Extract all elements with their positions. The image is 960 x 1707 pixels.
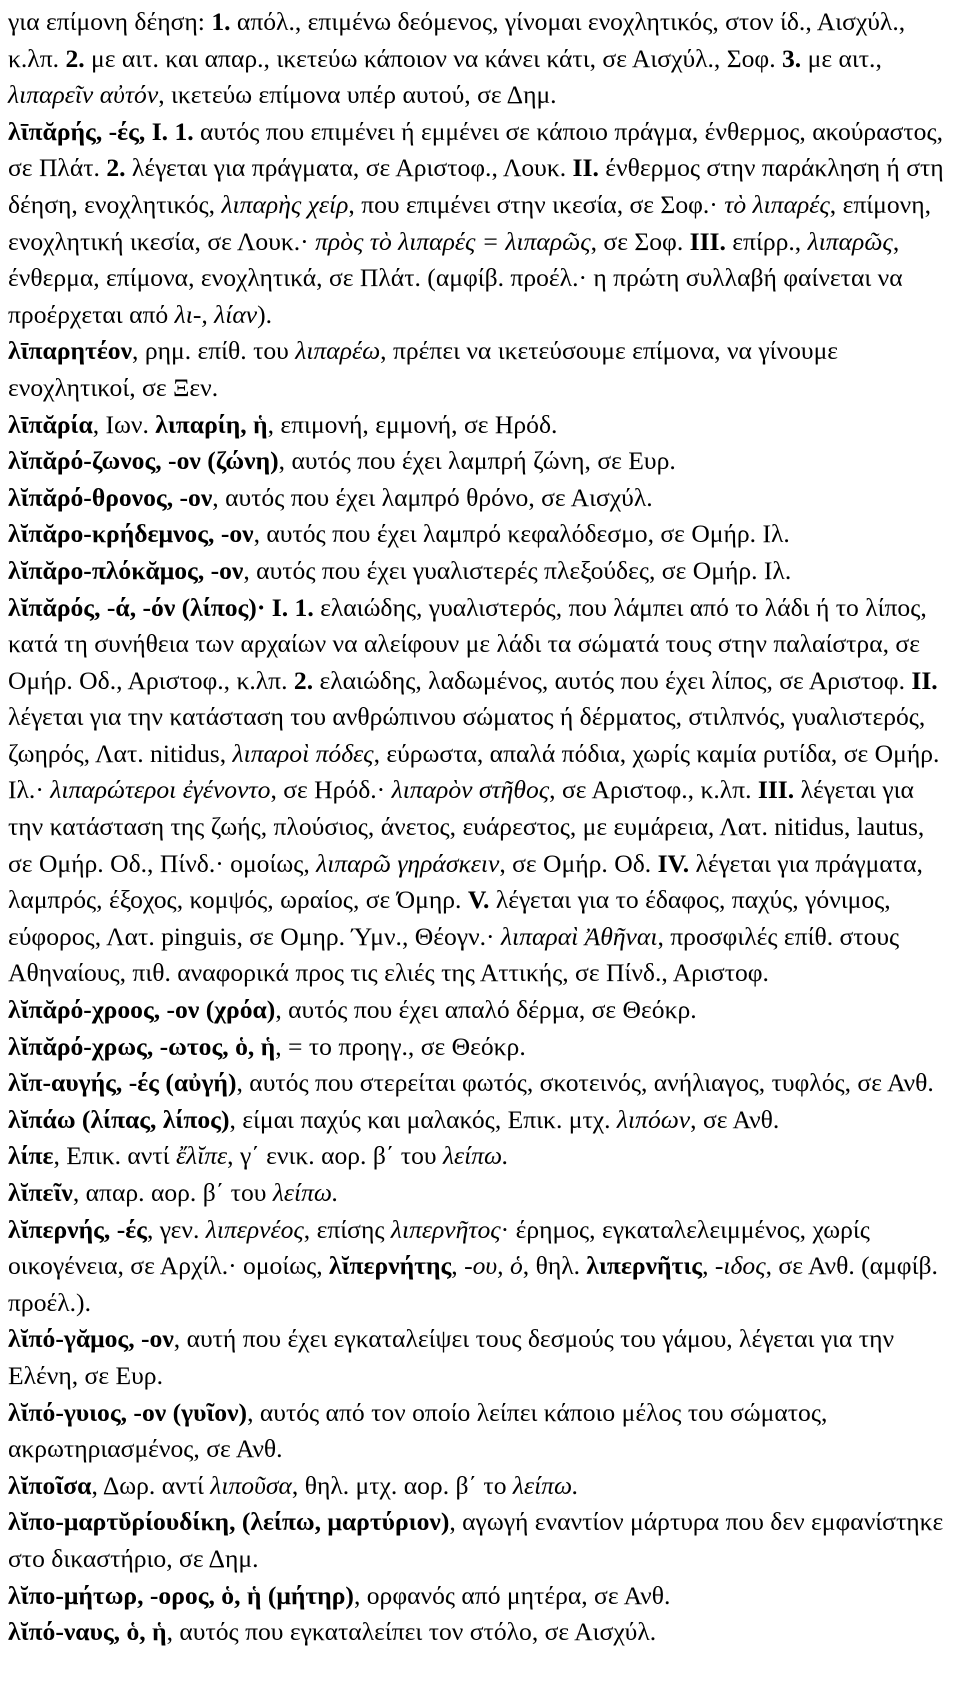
italic-text: λιπαρὴς χείρ (221, 189, 349, 219)
entry-text: λέγεται για την κατάσταση του ανθρώπινου σώματος ή δέρματος, στιλπνός, γυαλιστερός, ζωηρός, Λατ. nitidus, (8, 702, 926, 768)
italic-text: λιπαροὶ πόδες (232, 738, 374, 768)
headword-text: 2. (293, 665, 314, 695)
entry-text: , σε Αριστοφ., κ.λπ. (549, 775, 758, 805)
dictionary-entry (8, 4, 946, 114)
italic-text: λιποῦσα (210, 1470, 292, 1500)
dictionary-entry (8, 333, 946, 406)
dictionary-entry (8, 516, 946, 553)
entry-text: λέγεται για πράγματα, λαμπρός, έξοχος, κομψός, ωραίος, σε Όμηρ. (8, 848, 923, 915)
entry-text: , ικετεύω επίμονα υπέρ αυτού, σε Δημ. (158, 80, 557, 110)
dictionary-entry (8, 1321, 946, 1394)
dictionary-entry (8, 443, 946, 480)
headword-text: λῐπερνής, -ές (8, 1214, 147, 1244)
entry-text: , θηλ. μτχ. αορ. β΄ το (291, 1470, 513, 1500)
dictionary-entry (8, 553, 946, 590)
headword-text: λῐπάω (λίπας, λίπος) (8, 1104, 230, 1134)
headword-text: III. (757, 775, 795, 805)
entry-text: , Επικ. αντί (53, 1141, 176, 1171)
entry-text: , σε Ανθ. (690, 1104, 780, 1134)
headword-text: IV. (657, 848, 690, 878)
headword-text: λῐπᾰρό-ζωνος, -ον (ζώνη) (8, 446, 279, 476)
entry-text: , αυτή που έχει εγκαταλείψει τους δεσμούς του γάμου, λέγεται για την Ελένη, σε Ευρ. (8, 1324, 895, 1390)
italic-text: λιπαρῶ γηράσκειν (316, 848, 500, 878)
entry-text: , = το προηγ., σε Θεόκρ. (275, 1031, 526, 1061)
entry-text: ). (257, 299, 273, 329)
headword-text: 2. (65, 43, 85, 73)
headword-text: λῐπ-αυγής, -ές (αὐγή) (8, 1068, 237, 1098)
italic-text: λιπαρεῖν αὐτόν (8, 80, 159, 110)
entry-text: , αυτός που έχει λαμπρό κεφαλόδεσμο, σε Ομήρ. Ιλ. (253, 519, 790, 549)
headword-text: λῑπᾰρής, -ές, I. 1. (8, 116, 194, 146)
headword-text: λῐπᾰρό-χροος, -ον (χρόα) (8, 995, 276, 1025)
entry-text: λέγεται για το έδαφος, παχύς, γόνιμος, εύφορος, Λατ. pinguis, σε Ομηρ. Ύμν., Θέογν.· (8, 885, 891, 951)
entry-text: , αυτός που έχει απαλό δέρμα, σε Θεόκρ. (275, 995, 697, 1025)
entry-text: ελαιώδης, λαδωμένος, αυτός που έχει λίπος, σε Αριστοφ. (313, 665, 912, 695)
entry-text: , γεν. (146, 1214, 206, 1244)
entry-text: με αιτ. και απαρ., ικετεύω κάποιον να κάνει κάτι, σε Αισχύλ., Σοφ. (84, 43, 782, 73)
headword-text: λῐπᾰρό-χρως, -ωτος, ὁ, ἡ (8, 1031, 276, 1061)
dictionary-entry (8, 407, 946, 444)
entry-text: αυτός που επιμένει ή εμμένει σε κάποιο πράγμα, ένθερμος, ακούραστος, σε Πλάτ. (8, 116, 944, 183)
entry-text: , ορφανός από μητέρα, σε Ανθ. (353, 1580, 671, 1610)
entry-text: , επιμονή, εμμονή, σε Ηρόδ. (267, 409, 558, 439)
entry-text: , αυτός από τον οποίο λείπει κάποιο μέλος του σώματος, ακρωτηριασμένος, σε Ανθ. (8, 1397, 828, 1464)
italic-text: λείπω. (272, 1178, 339, 1207)
headword-text: λῐπᾰρο-κρήδεμνος, -ον (8, 519, 254, 549)
entry-text: απόλ., επιμένω δεόμενος, γίνομαι ενοχλητικός, στον ίδ., Αισχύλ., κ.λπ. (8, 7, 906, 73)
dictionary-entry (8, 480, 946, 517)
dictionary-entry (8, 1212, 946, 1322)
italic-text: λι-, λίαν (174, 299, 258, 329)
entry-text: , σε Σοφ. (590, 226, 690, 256)
italic-text: λείπω. (512, 1470, 579, 1500)
headword-text: λῑπαρητέον (8, 336, 133, 366)
italic-text: λιπαρῶς (807, 226, 893, 256)
dictionary-entry (8, 1029, 946, 1066)
italic-text: -ου, ὁ (464, 1251, 523, 1281)
dictionary-entry (8, 1175, 946, 1212)
dictionary-entry (8, 1614, 946, 1651)
entry-text: , γ΄ ενικ. αορ. β΄ του (227, 1141, 443, 1171)
dictionary-entry (8, 1138, 946, 1175)
entry-text: , που επιμένει στην ικεσία, σε Σοφ.· (348, 189, 725, 219)
headword-text: λῑπᾰρία (8, 409, 93, 439)
entry-text: , αυτός που έχει λαμπρή ζώνη, σε Ευρ. (278, 446, 676, 476)
entry-text: ελαιώδης, γυαλιστερός, που λάμπει από το λάδι ή το λίπος, κατά τη συνήθεια των αρχαίων να αλείφουν με λάδι τα σώματά τους στην παλαίστρα, σε Ομήρ. Οδ., Αριστοφ., κ.λπ. (8, 592, 927, 695)
entry-text: , Δωρ. αντί (91, 1470, 211, 1500)
headword-text: λιπερνῆτις (586, 1251, 703, 1281)
dictionary-entry (8, 1578, 946, 1615)
entry-text: λέγεται για την κατάσταση της ζωής, πλούσιος, άνετος, ευάρεστος, με ευμάρεια, Λατ. nitidus, lautus, σε Ομήρ. Οδ., Πίνδ.· ομοίως, (8, 775, 925, 878)
italic-text: λιπαρώτεροι ἐγένοντο (50, 775, 271, 805)
entry-text: , ένθερμα, επίμονα, ενοχλητικά, σε Πλάτ. (αμφίβ. προέλ.· η πρώτη συλλαβή φαίνεται να προέρχεται από (8, 226, 903, 329)
italic-text: ἔλῐπε (175, 1141, 228, 1171)
italic-text: λιπαρέω (295, 336, 381, 366)
headword-text: λίπε (8, 1141, 54, 1171)
dictionary-entry (8, 1504, 946, 1577)
entry-text: λέγεται για πράγματα, σε Αριστοφ., Λουκ. (125, 153, 573, 183)
entry-text: , θηλ. (522, 1251, 587, 1281)
headword-text: 1. (211, 7, 231, 36)
entry-text: , σε Ηρόδ.· (270, 775, 392, 805)
dictionary-entry (8, 590, 946, 993)
entry-text: με αιτ., (801, 43, 882, 73)
headword-text: λῐπᾰρό-θρονος, -ον (8, 482, 213, 512)
entry-text: , σε Ομήρ. Οδ. (499, 848, 658, 878)
headword-text: λῐπᾰρός, -ά, -όν (λίπος)· I. 1. (8, 592, 314, 622)
entry-text: , αυτός που έχει λαμπρό θρόνο, σε Αισχύλ. (212, 482, 653, 512)
entry-text: , αυτός που εγκαταλείπει τον στόλο, σε Αισχύλ. (166, 1617, 657, 1647)
headword-text: λῐπό-γυιος, -ον (γυῖον) (8, 1397, 248, 1427)
entry-text: ένθερμος στην παράκληση ή στη δέηση, ενοχλητικός, (8, 153, 944, 219)
headword-text: λῐπό-ναυς, ὁ, ἡ (8, 1617, 167, 1647)
headword-text: 3. (782, 43, 802, 73)
entry-text: επίρρ., (725, 226, 808, 256)
entry-text: , αυτός που στερείται φωτός, σκοτεινός, ανήλιαγος, τυφλός, σε Ανθ. (236, 1068, 934, 1098)
headword-text: λῐπᾰρο-πλόκᾰμος, -ον (8, 555, 244, 585)
headword-text: λῐπο-μαρτῠρίουδίκη, (λείπω, μαρτύριον) (8, 1507, 450, 1537)
italic-text: λείπω. (442, 1141, 509, 1171)
dictionary-entry (8, 992, 946, 1029)
entry-text: , επίσης (303, 1214, 391, 1244)
entry-text: , πρέπει να ικετεύσουμε επίμονα, να γίνουμε ενοχλητικοί, σε Ξεν. (8, 336, 839, 402)
entry-text: , επίμονη, ενοχλητική ικεσία, σε Λουκ.· (8, 189, 932, 256)
headword-text: λῐπεῖν (8, 1178, 73, 1207)
italic-text: -ιδος (714, 1251, 766, 1281)
italic-text: λιπερνέος (205, 1214, 304, 1244)
headword-text: II. (572, 153, 599, 183)
italic-text: λιπερνῆτος (390, 1214, 501, 1244)
dictionary-entry (8, 1395, 946, 1468)
headword-text: III. (689, 226, 726, 256)
headword-text: λῐποῖσα (8, 1470, 92, 1500)
dictionary-entry (8, 114, 946, 334)
entry-text: , σε Ανθ. (αμφίβ. προέλ.). (8, 1251, 938, 1317)
headword-text: λιπαρίη, ἡ (155, 409, 268, 439)
italic-text: λιπόων (616, 1104, 691, 1134)
entry-text: , Ιων. (92, 409, 156, 439)
entry-text: , είμαι παχύς και μαλακός, Επικ. μτχ. (229, 1104, 617, 1134)
italic-text: πρὸς τὸ λιπαρές = λιπαρῶς (315, 226, 591, 256)
entry-text: , προσφιλές επίθ. στους Αθηναίους, πιθ. αναφορικά προς τις ελιές της Αττικής, σε Πίνδ., Αριστοφ. (8, 921, 900, 988)
entry-text: · έρημος, εγκαταλελειμμένος, χωρίς οικογένεια, σε Αρχίλ.· ομοίως, (8, 1214, 870, 1281)
entry-text: , ρημ. επίθ. του (132, 336, 296, 366)
headword-text: II. (911, 665, 938, 695)
entry-text: , (702, 1251, 715, 1281)
italic-text: λιπαρὸν στῆθος (391, 775, 550, 805)
entry-text: για επίμονη δέηση: (8, 7, 212, 36)
dictionary-entry (8, 1065, 946, 1102)
entry-text: , αγωγή εναντίον μάρτυρα που δεν εμφανίστηκε στο δικαστήριο, σε Δημ. (8, 1507, 944, 1573)
headword-text: λῐπό-γᾰμος, -ον (8, 1324, 174, 1354)
headword-text: λῐπο-μήτωρ, -ορος, ὁ, ἡ (μήτηρ) (8, 1580, 354, 1610)
headword-text: 2. (106, 153, 126, 183)
dictionary-entry (8, 1102, 946, 1139)
headword-text: V. (467, 885, 490, 915)
headword-text: λῐπερνήτης (329, 1251, 452, 1281)
italic-text: λιπαραὶ Ἀθῆναι (500, 921, 658, 951)
entry-text: , απαρ. αορ. β΄ του (72, 1178, 273, 1207)
dictionary-entry (8, 1468, 946, 1505)
entry-text: , αυτός που έχει γυαλιστερές πλεξούδες, σε Ομήρ. Ιλ. (243, 555, 792, 585)
italic-text: τὸ λιπαρές (724, 189, 830, 219)
entry-text: , εύρωστα, απαλά πόδια, χωρίς καμία ρυτίδα, σε Ομήρ. Ιλ.· (8, 738, 940, 805)
entry-text: , (451, 1251, 465, 1281)
